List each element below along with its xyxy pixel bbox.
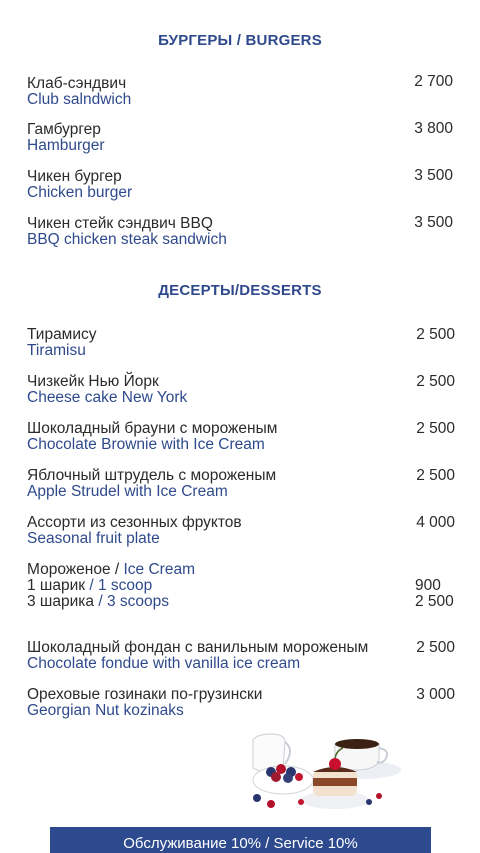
- option-price: 900: [415, 577, 441, 594]
- item-price: 2 500: [416, 467, 455, 484]
- item-name-en: Seasonal fruit plate: [27, 530, 160, 547]
- item-price: 2 700: [414, 73, 453, 90]
- menu-item-chicken-burger: [27, 169, 455, 201]
- menu-item-ice-cream: [27, 562, 455, 610]
- dessert-photo: [243, 722, 405, 814]
- item-price: 3 800: [414, 120, 453, 137]
- item-name-en: Club salndwich: [27, 91, 132, 108]
- item-name-ru: Гамбургер: [27, 121, 101, 138]
- option-name-en: / 1 scoop: [89, 577, 153, 594]
- menu-item-club-sandwich: [27, 73, 455, 108]
- item-name-ru: Клаб-сэндвич: [27, 75, 127, 92]
- option-name-ru: 3 шарика: [27, 593, 95, 610]
- ice-cream-heading: [27, 562, 455, 578]
- item-name-ru: Шоколадный брауни с мороженым: [27, 420, 278, 437]
- item-price: 2 500: [416, 639, 455, 656]
- option-name-ru: 1 шарик: [27, 577, 86, 594]
- item-name-en: Apple Strudel with Ice Cream: [27, 483, 228, 500]
- item-name-en: Chocolate Brownie with Ice Cream: [27, 436, 265, 453]
- item-price: 2 500: [416, 373, 455, 390]
- menu-item-hamburger: [27, 122, 455, 154]
- item-name-en: Ice Cream: [123, 561, 195, 578]
- item-name-en: Chicken burger: [27, 184, 133, 201]
- ice-cream-option-1: [27, 578, 455, 594]
- ice-cream-option-3: [27, 594, 455, 610]
- item-name-en: Hamburger: [27, 137, 105, 154]
- menu-item-strudel: [27, 468, 455, 500]
- item-name-ru: Чикен стейк сэндвич BBQ: [27, 215, 213, 232]
- option-name-en: / 3 scoops: [98, 593, 169, 610]
- item-price: 2 500: [416, 326, 455, 343]
- menu-item-brownie: [27, 421, 455, 453]
- item-name-en: Georgian Nut kozinaks: [27, 702, 184, 719]
- item-price: 3 000: [416, 686, 455, 703]
- menu-item-bbq-sandwich: [27, 216, 455, 248]
- item-name-ru: Чизкейк Нью Йорк: [27, 373, 159, 390]
- item-price: 3 500: [414, 214, 453, 231]
- menu-item-cheesecake: [27, 374, 455, 406]
- item-name-ru: Ассорти из сезонных фруктов: [27, 514, 242, 531]
- item-name-ru: Яблочный штрудель с мороженым: [27, 467, 277, 484]
- item-name-en: Chocolate fondue with vanilla ice cream: [27, 655, 301, 672]
- menu-item-fruit-plate: [27, 515, 455, 547]
- item-name-ru: Тирамису: [27, 326, 97, 343]
- item-name-ru: Шоколадный фондан с ванильным мороженым: [27, 639, 369, 656]
- item-price: 3 500: [414, 167, 453, 184]
- menu-item-fondue: [27, 640, 455, 672]
- desserts-title: ДЕСЕРТЫ/DESSERTS: [158, 282, 322, 299]
- option-price: 2 500: [415, 593, 454, 610]
- item-name-en: BBQ chicken steak sandwich: [27, 231, 227, 248]
- burgers-title: БУРГЕРЫ / BURGERS: [158, 32, 322, 49]
- item-name-ru: Чикен бургер: [27, 168, 122, 185]
- item-price: 2 500: [416, 420, 455, 437]
- service-charge-text: Обслуживание 10% / Service 10%: [123, 835, 358, 852]
- service-charge-banner: [50, 827, 431, 853]
- menu-item-tiramisu: [27, 327, 455, 359]
- item-name-en: Tiramisu: [27, 342, 86, 359]
- item-name-ru: Ореховые гозинаки по-грузински: [27, 686, 263, 703]
- item-name-en: Cheese cake New York: [27, 389, 188, 406]
- menu-item-kozinaki: [27, 687, 455, 719]
- item-name-ru: Мороженое /: [27, 561, 120, 578]
- item-price: 4 000: [416, 514, 455, 531]
